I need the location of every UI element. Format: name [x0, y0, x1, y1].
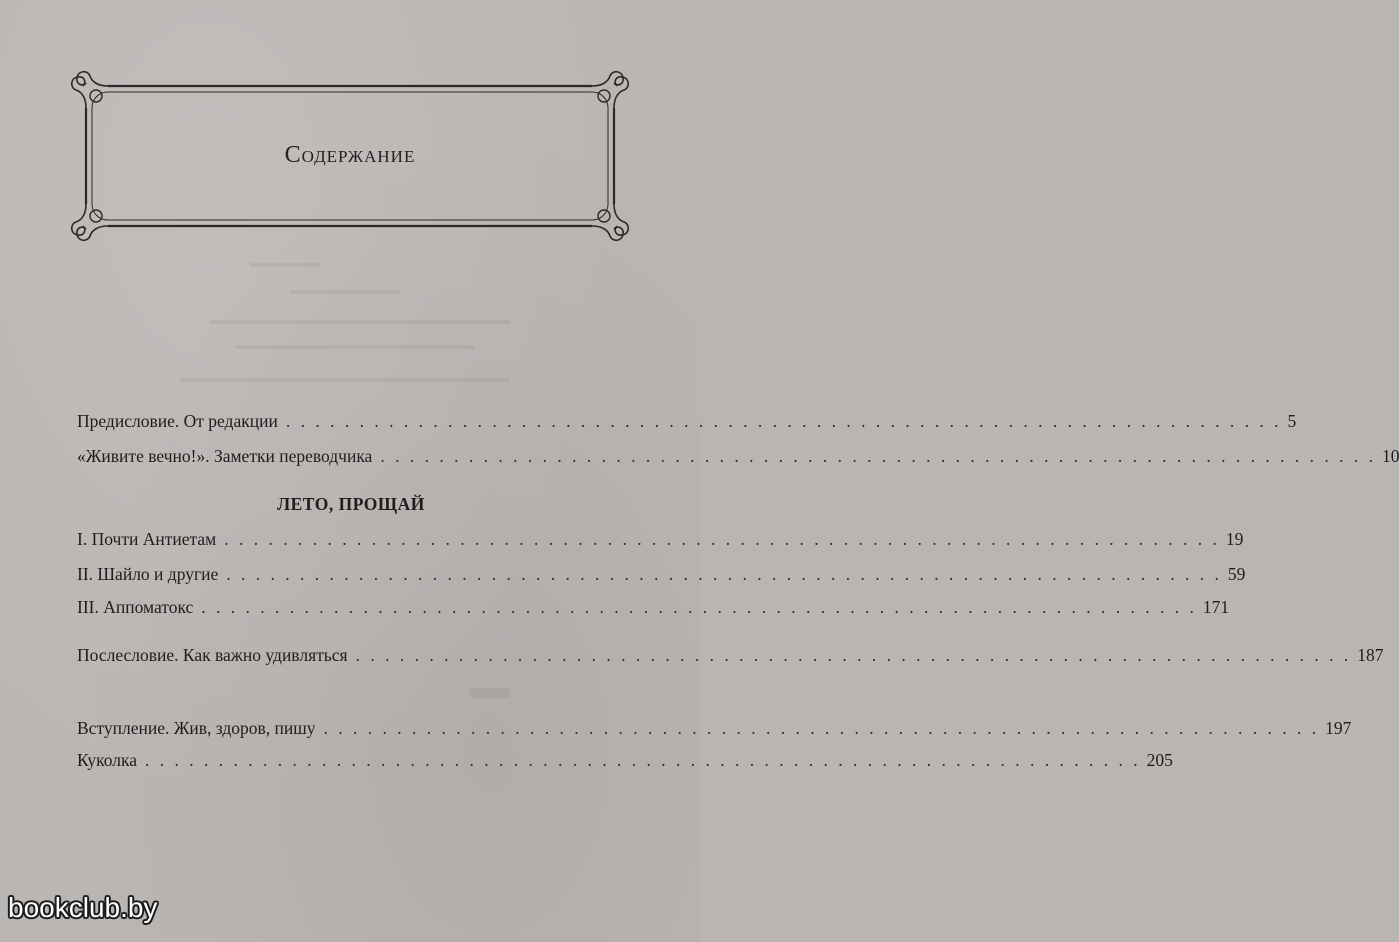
toc-entry-title: II. Шайло и другие [77, 564, 219, 584]
bleed-through-mark [210, 320, 510, 324]
toc-entry[interactable] [77, 443, 1399, 469]
toc-leader-dots: . . . . . . . . . . . . . . . . . . . . . . . . . . . . . . . . . . . . . . . . . . . . . . . . . . . . . . . . . . . . . . . . . . . . [380, 446, 1376, 466]
toc-entry[interactable] [77, 747, 1173, 773]
toc-leader-dots: . . . . . . . . . . . . . . . . . . . . . . . . . . . . . . . . . . . . . . . . . . . . . . . . . . . . . . . . . . . . . . . . . . . . [224, 529, 1220, 549]
toc-leader-dots: . . . . . . . . . . . . . . . . . . . . . . . . . . . . . . . . . . . . . . . . . . . . . . . . . . . . . . . . . . . . . . . . . . . . [355, 645, 1352, 665]
bleed-through-mark [180, 378, 510, 382]
toc-entry[interactable] [77, 526, 1244, 552]
toc-entry-title: Куколка [77, 750, 137, 770]
toc-entry-title: «Живите вечно!». Заметки переводчика [77, 446, 373, 466]
toc-entry-page: 171 [1202, 597, 1230, 617]
bleed-through-mark [290, 290, 400, 294]
toc-entry-title: Послесловие. Как важно удивляться [77, 645, 348, 665]
toc-entry[interactable] [77, 715, 1352, 741]
bleed-through-mark [235, 345, 475, 349]
toc-entry[interactable] [77, 642, 1384, 668]
toc-entry-title: III. Аппоматокс [77, 597, 194, 617]
toc-entry-title: Вступление. Жив, здоров, пишу [77, 718, 316, 738]
toc-leader-dots: . . . . . . . . . . . . . . . . . . . . . . . . . . . . . . . . . . . . . . . . . . . . . . . . . . . . . . . . . . . . . . . . . . . . [144, 750, 1141, 770]
toc-entry-page: 5 [1287, 411, 1297, 431]
section-heading: ЛЕТО, ПРОЩАЙ [277, 494, 425, 514]
toc-entry[interactable] [77, 594, 1230, 620]
bleed-through-mark [470, 688, 510, 698]
toc-entry[interactable] [77, 561, 1246, 587]
toc-entry-page: 197 [1325, 718, 1352, 738]
bleed-through-mark [250, 263, 320, 267]
toc-leader-dots: . . . . . . . . . . . . . . . . . . . . . . . . . . . . . . . . . . . . . . . . . . . . . . . . . . . . . . . . . . . . . . . . . . . . [285, 411, 1282, 431]
contents-heading: Содержание [284, 142, 416, 168]
toc-entry-page: 187 [1357, 645, 1384, 665]
toc-entry-page: 205 [1146, 750, 1173, 770]
toc-leader-dots: . . . . . . . . . . . . . . . . . . . . . . . . . . . . . . . . . . . . . . . . . . . . . . . . . . . . . . . . . . . . . . . . . . . . [226, 564, 1222, 584]
toc-entry-page: 59 [1227, 564, 1246, 584]
toc-entry[interactable] [77, 408, 1297, 434]
toc-entry-page: 19 [1225, 529, 1244, 549]
toc-leader-dots: . . . . . . . . . . . . . . . . . . . . . . . . . . . . . . . . . . . . . . . . . . . . . . . . . . . . . . . . . . . . . . . . . . . . [201, 597, 1197, 617]
toc-entry-title: I. Почти Антиетам [77, 529, 217, 549]
title-frame [68, 68, 632, 244]
toc-leader-dots: . . . . . . . . . . . . . . . . . . . . . . . . . . . . . . . . . . . . . . . . . . . . . . . . . . . . . . . . . . . . . . . . . . . . [323, 718, 1320, 738]
site-watermark: bookclub.by [8, 892, 158, 923]
toc-entry-page: 10 [1381, 446, 1399, 466]
toc-entry-title: Предисловие. От редакции [77, 411, 278, 431]
